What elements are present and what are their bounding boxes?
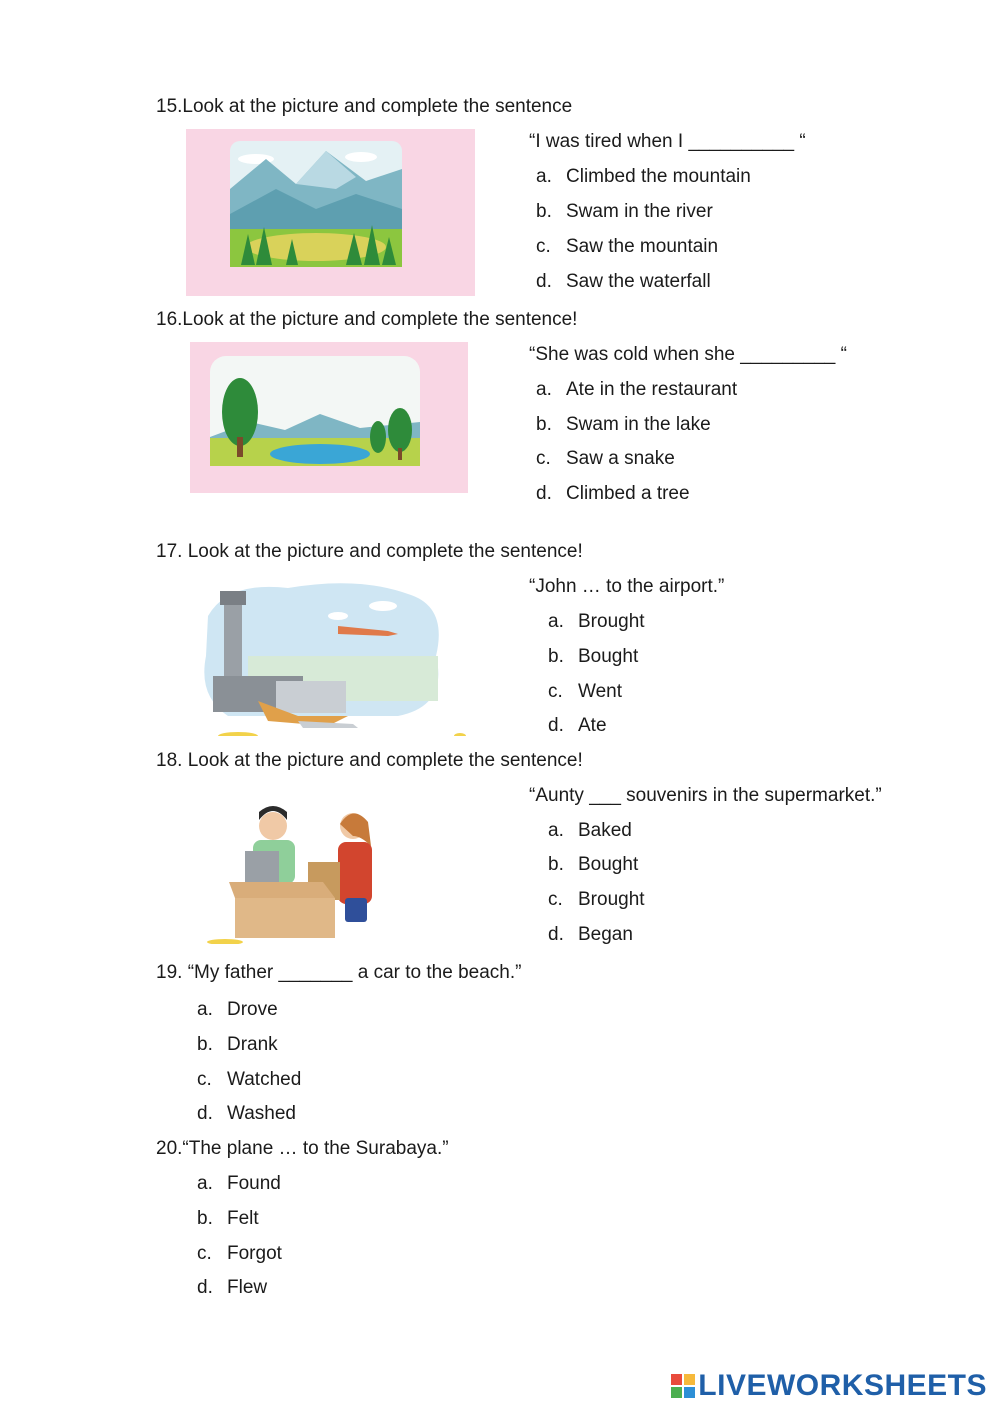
question-17-option-b[interactable]: b. Bought bbox=[548, 646, 639, 667]
question-instruction: “The plane … to the Surabaya.” bbox=[182, 1138, 449, 1159]
question-16-option-d[interactable]: d. Climbed a tree bbox=[536, 483, 690, 504]
question-number: 17. bbox=[156, 541, 183, 562]
liveworksheets-logo bbox=[670, 1369, 987, 1403]
mountain-picture bbox=[186, 129, 475, 296]
question-18-option-c[interactable]: c. Brought bbox=[548, 889, 645, 910]
question-20-option-c[interactable]: c. Forgot bbox=[197, 1243, 282, 1264]
question-17-heading bbox=[156, 541, 583, 563]
question-15-heading bbox=[156, 96, 572, 118]
logo-text: LIVEWORKSHEETS bbox=[698, 1369, 987, 1402]
question-instruction: Look at the picture and complete the sentence! bbox=[187, 541, 583, 562]
question-18-option-a[interactable]: a. Baked bbox=[548, 820, 632, 841]
question-number: 18. bbox=[156, 750, 183, 771]
question-18-option-d[interactable]: d. Began bbox=[548, 924, 633, 945]
question-15-option-d[interactable]: d. Saw the waterfall bbox=[536, 271, 711, 292]
logo-blocks-icon bbox=[670, 1373, 696, 1399]
question-18-heading bbox=[156, 750, 583, 772]
question-16-option-c[interactable]: c. Saw a snake bbox=[536, 448, 675, 469]
question-15-option-a[interactable]: a. Climbed the mountain bbox=[536, 166, 751, 187]
question-16-option-a[interactable]: a. Ate in the restaurant bbox=[536, 379, 738, 400]
question-18-prompt: “Aunty ___ souvenirs in the supermarket.” bbox=[529, 785, 882, 806]
question-19-option-b[interactable]: b. Drank bbox=[197, 1034, 278, 1055]
question-19-option-d[interactable]: d. Washed bbox=[197, 1103, 296, 1124]
question-20-heading bbox=[156, 1138, 449, 1160]
question-instruction: Look at the picture and complete the sentence bbox=[182, 96, 573, 117]
question-19-heading bbox=[156, 962, 521, 984]
question-number: 19. bbox=[156, 962, 183, 983]
question-17-prompt: “John … to the airport.” bbox=[529, 576, 725, 597]
question-17-option-d[interactable]: d. Ate bbox=[548, 715, 607, 736]
question-instruction: Look at the picture and complete the sentence! bbox=[187, 750, 583, 771]
question-15-prompt: “I was tired when I __________ “ bbox=[529, 131, 806, 152]
question-16-option-b[interactable]: b. Swam in the lake bbox=[536, 414, 711, 435]
lake-picture bbox=[190, 342, 468, 493]
question-instruction: Look at the picture and complete the sentence! bbox=[182, 309, 578, 330]
question-18-option-b[interactable]: b. Bought bbox=[548, 854, 639, 875]
question-17-option-c[interactable]: c. Went bbox=[548, 681, 623, 702]
question-16-heading bbox=[156, 309, 577, 331]
question-15-option-c[interactable]: c. Saw the mountain bbox=[536, 236, 719, 257]
shop-picture bbox=[203, 786, 440, 944]
question-17-option-a[interactable]: a. Brought bbox=[548, 611, 645, 632]
question-16-prompt: “She was cold when she _________ “ bbox=[529, 344, 847, 365]
airport-picture bbox=[198, 576, 466, 736]
question-number: 15. bbox=[156, 96, 183, 117]
question-19-option-c[interactable]: c. Watched bbox=[197, 1069, 302, 1090]
question-20-option-a[interactable]: a. Found bbox=[197, 1173, 281, 1194]
question-20-option-d[interactable]: d. Flew bbox=[197, 1277, 268, 1298]
question-number: 16. bbox=[156, 309, 183, 330]
question-number: 20. bbox=[156, 1138, 183, 1159]
question-19-option-a[interactable]: a. Drove bbox=[197, 999, 278, 1020]
question-instruction: “My father _______ a car to the beach.” bbox=[187, 962, 522, 983]
question-15-option-b[interactable]: b. Swam in the river bbox=[536, 201, 713, 222]
question-20-option-b[interactable]: b. Felt bbox=[197, 1208, 259, 1229]
